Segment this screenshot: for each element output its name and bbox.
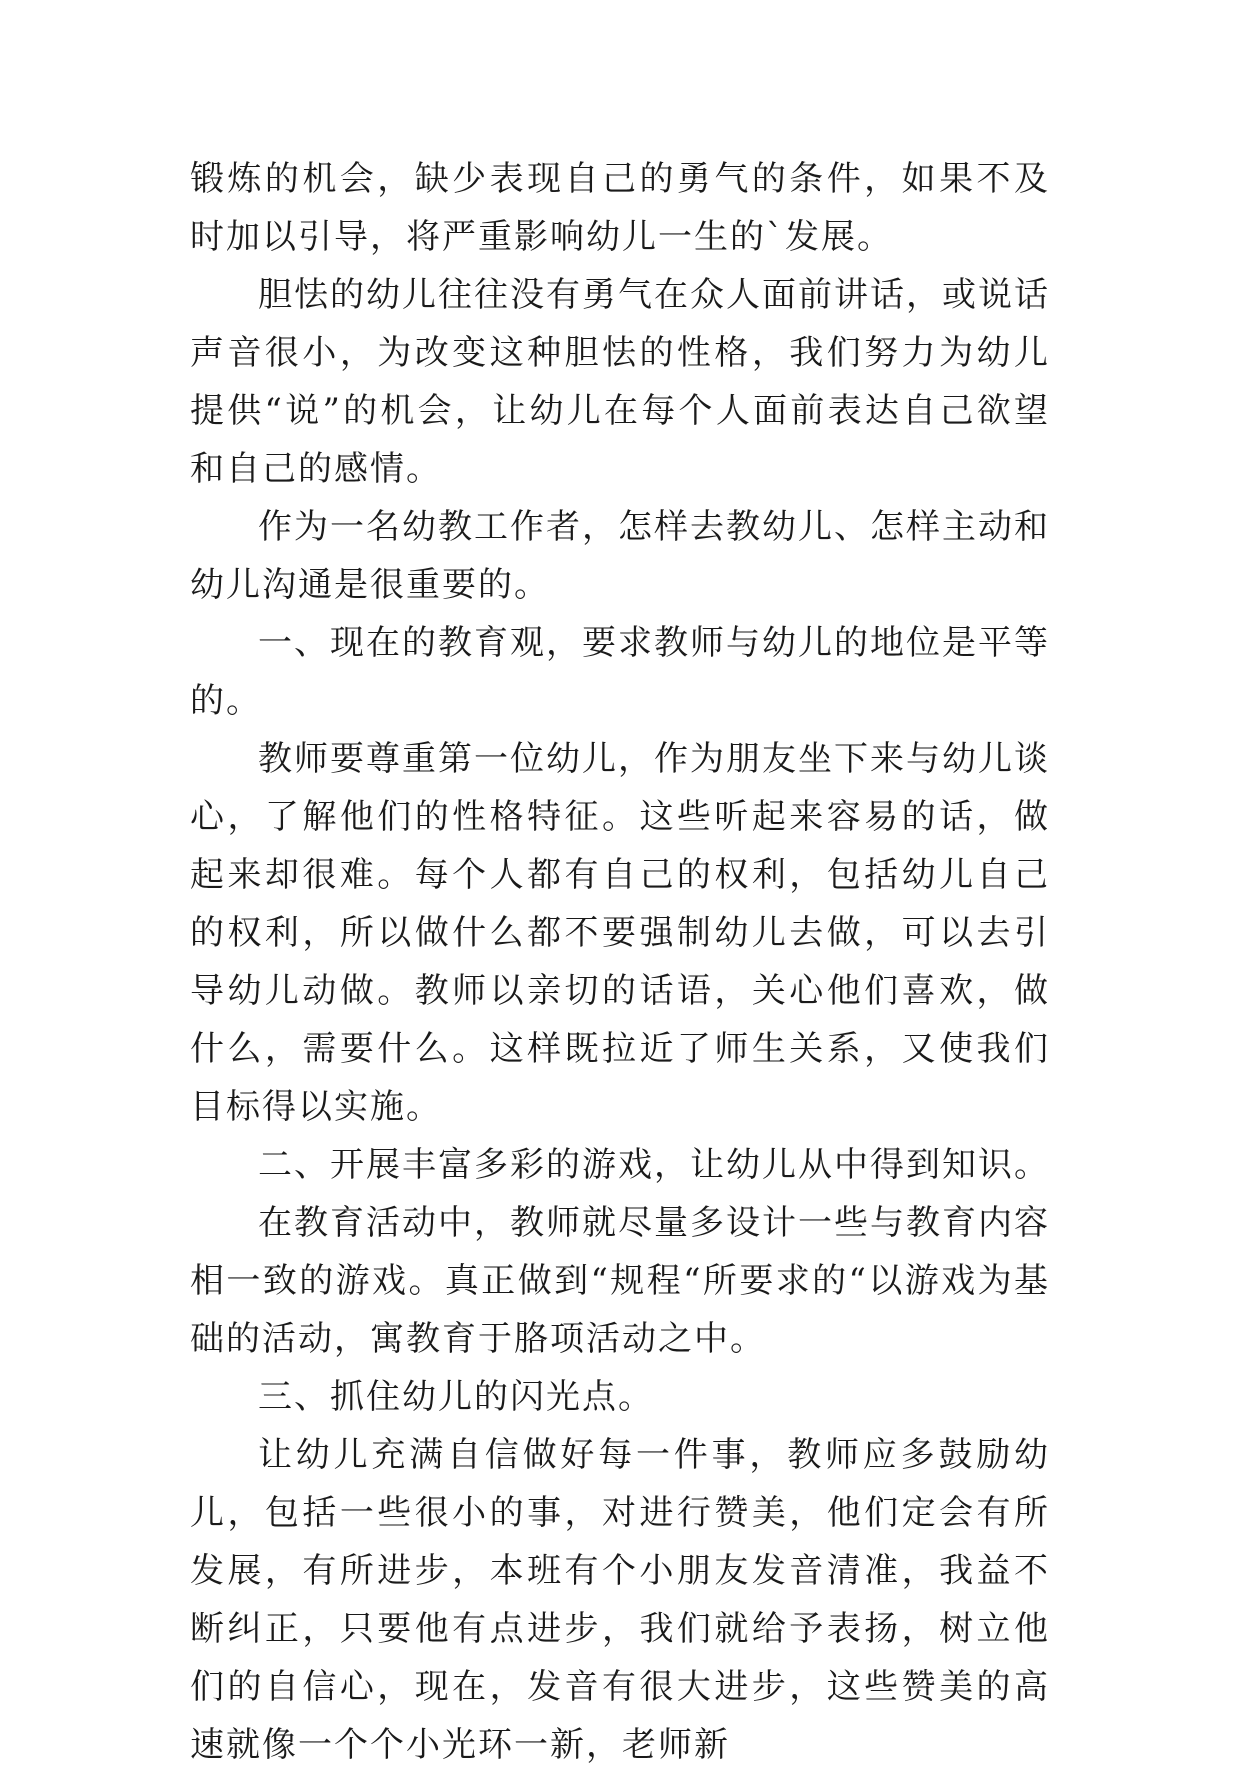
document-body bbox=[190, 150, 1050, 1774]
paragraph-3: 作为一名幼教工作者，怎样去教幼儿、怎样主动和幼儿沟通是很重要的。 bbox=[190, 507, 1050, 605]
paragraph-2: 胆怯的幼儿往往没有勇气在众人面前讲话，或说话声音很小，为改变这种胆怯的性格，我们努力为幼儿提供“说”的机会，让幼儿在每个人面前表达自己欲望和自己的感情。 bbox=[190, 275, 1050, 489]
paragraph-6: 让幼儿充满自信做好每一件事，教师应多鼓励幼儿，包括一些很小的事，对进行赞美，他们定会有所发展，有所进步，本班有个小朋友发音清准，我益不断纠正，只要他有点进步，我们就给予表扬，树立他们的自信心，现在，发音有很大进步，这些赞美的高速就像一个个小光环一新，老师新 bbox=[190, 1435, 1050, 1765]
section-heading-2: 二、开展丰富多彩的游戏，让幼儿从中得到知识。 bbox=[258, 1145, 1050, 1185]
paragraph-4: 教师要尊重第一位幼儿，作为朋友坐下来与幼儿谈心，了解他们的性格特征。这些听起来容易的话，做起来却很难。每个人都有自己的权利，包括幼儿自己的权利，所以做什么都不要强制幼儿去做，可以去引导幼儿动做。教师以亲切的话语，关心他们喜欢，做什么，需要什么。这样既拉近了师生关系，又使我们目标得以实施。 bbox=[190, 739, 1050, 1127]
paragraph-5: 在教育活动中，教师就尽量多设计一些与教育内容相一致的游戏。真正做到“规程“所要求的“以游戏为基础的活动，寓教育于胳项活动之中。 bbox=[190, 1203, 1050, 1359]
section-heading-3: 三、抓住幼儿的闪光点。 bbox=[258, 1377, 654, 1417]
section-heading-1: 一、现在的教育观，要求教师与幼儿的地位是平等的。 bbox=[190, 623, 1050, 721]
paragraph-1: 锻炼的机会，缺少表现自己的勇气的条件，如果不及时加以引导，将严重影响幼儿一生的`发展。 bbox=[190, 159, 1050, 257]
